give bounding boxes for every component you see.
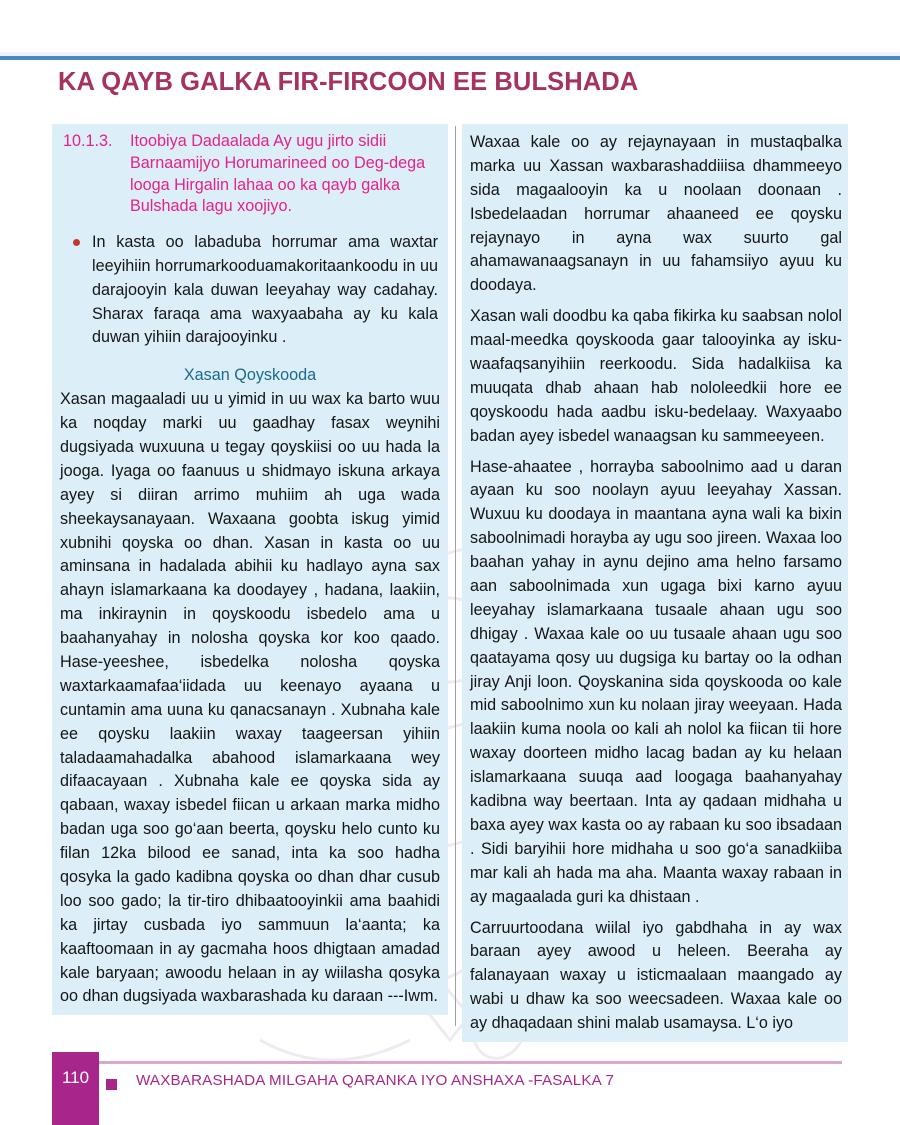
sub-heading: Xasan Qoyskooda: [183, 366, 317, 385]
footer-book-title: WAXBARASHADA MILGAHA QARANKA IYO ANSHAXA -FASALKA 7: [136, 1072, 615, 1089]
top-rule: [0, 56, 900, 60]
footer-square-icon: [106, 1079, 117, 1090]
right-column: [462, 124, 848, 1042]
paragraph: Carruurtoodana wiilal iyo gabdhaha in ay wax baraan ayey awood u heleen. Beeraha ay falanayaan waxay u isticmaalaan maangado ay wabi u dhaw ka soo weecsadeen. Waxaa kale oo ay dhaqadaan shini malab usamaysa. L‘o iyo: [470, 918, 842, 1033]
list-item-text: In kasta oo labaduba horrumar ama waxtar leeyihiin horrumarkooduamakoritaankoodu in uu darajooyin kala duwan leeyahay way cadahay. Sharax faraqa ama waxyaabaha ay ku kala duwan yihiin darajooyinku .: [92, 233, 438, 347]
numbered-heading: [60, 131, 440, 218]
page-footer: [0, 1052, 900, 1125]
left-column: [52, 124, 448, 1015]
paragraph: Xasan magaaladi uu u yimid in uu wax ka barto wuu ka noqday marki uu gaadhay fasax weynihi dugsiyada wuxuuna u tegay qoyskiisi oo uu hada la jooga. Iyaga oo faanuus u shidmayo iskuna arkaya ayey si diiran arrimo muhiim ah uga wada sheekaysanayaan. Waxaana goobta iskug yimid xubnihi qoyska oo dhan. Xasan in kasta oo uu aminsana in hadalada abihii ku hadlayo ayna sax ahayn islamarkaana ka doodayey , hadana, laakiin, ma inkiraynin in qoyskoodu isbedelo ama u baahanyahay in nolosha qoyska kor koo qaado. Hase-yeeshee, isbedelka nolosha qoyska waxtarkaamafaa‘iidada uu keenayo ayaana u cuntamin ama uuna ku qanacsanayn . Xubnaha kale ee qoysku laakiin waxay taageersan yihiin taladaamahadalka abahood islamarkaana wey difaacayaan . Xubnaha kale ee qoyska sida ay qabaan, waxay isbedel fiican u arkaan marka midho badan uga soo go‘aan beerta, qoysku helo cunto ku filan 12ka bilood ee sanad, inta ka soo hadha qosyka la gado kadibna qoyska oo dhan dhar cusub loo soo gado; la tir-tiro dhibaatooyinkii ama baahidi ka jirtay cusbada iyo sammuun la‘aanta; ka kaaftoomaan in ay gacmaha hoos dhigtaan amadad kale baryaan; awoodu helaan in ay wiilasha qosyka oo dhan dugsiyada waxbarashada ku daraan ---Iwm.: [60, 390, 440, 1006]
page-title: KA QAYB GALKA FIR-FIRCOON EE BULSHADA: [58, 68, 639, 96]
paragraph: Waxaa kale oo ay rejaynayaan in mustaqbalka marka uu Xassan waxbarashaddiiisa dhammeeyo sida magaalooyin ka u noolaan doonaan . Isbedelaadan horrumar ahaaneed ee qoysku rejaynayo in ayna wax suurto gal ahamawanaagsanayn in uu fahamsiiyo ayuu ku doodaya.: [470, 133, 842, 295]
page-number: 110: [52, 1052, 99, 1125]
paragraph: Hase-ahaatee , horrayba saboolnimo aad u daran ayaan ku soo noolayn ayuu leeyahay Xassan. Wuxuu ku doodaya in maantana ayna wali ka bixin saboolnimadi horayba ay ugu soo jireen. Waxaa loo baahan yahay in aynu dejino ama helno farsamo aan saboolnimada xun ugaga bixi karno ayuu leeyahay islamarkaana tusaale ahaan ugu soo dhigay . Waxaa kale oo uu tusaale ahaan ugu soo qaatayama qosy uu dugsiga ku bartay oo la odhan jiray Anji loon. Qoyskanina sida qoyskooda oo kale mid saboolnimo xun ku nolaan jiray weeyaan. Hada laakiin kuma noola oo kali ah nolol ka fiican tii hore waxay doorteen midho lacag badan ay ku helaan islamarkaana suuqa aad loogaga baahanyahay kadibna way beertaan. Inta ay qadaan midhaha u baxa ayey wax kasta oo ay rabaan ku soo ibsadaan . Sidi baryihii hore midhaha u soo go‘a sanadkiiba mar kali ah hada ma aha. Maanta waxay rabaan in ay magaalada guri ka dhistaan .: [470, 457, 842, 906]
section-heading-text: Itoobiya Dadaalada Ay ugu jirto sidii Barnaamijyo Horumarineed oo Deg-dega looga Hirgalin lahaa oo ka qayb galka Bulshada lagu xoojiyo.: [130, 132, 426, 216]
column-divider: [455, 126, 456, 1026]
bullet-dot-icon: [60, 231, 92, 350]
paragraph: Xasan wali doodbu ka qaba fikirka ku saabsan nolol maal-meedka qoyskooda gaar talooyinka ay isku-waafaqsanyihiin reerkoodu. Sida hadalkiisa ka muuqata dhab ahaan hab nololeedkii hore ee qoyskoodu hada aadbu isku-bedelaay. Waxyaabo badan ayey isbedel wanaagsan ku sammeeyeen.: [470, 307, 842, 445]
footer-rule: [98, 1061, 842, 1064]
section-number: 10.1.3.: [63, 132, 113, 150]
list-item: [60, 231, 440, 350]
